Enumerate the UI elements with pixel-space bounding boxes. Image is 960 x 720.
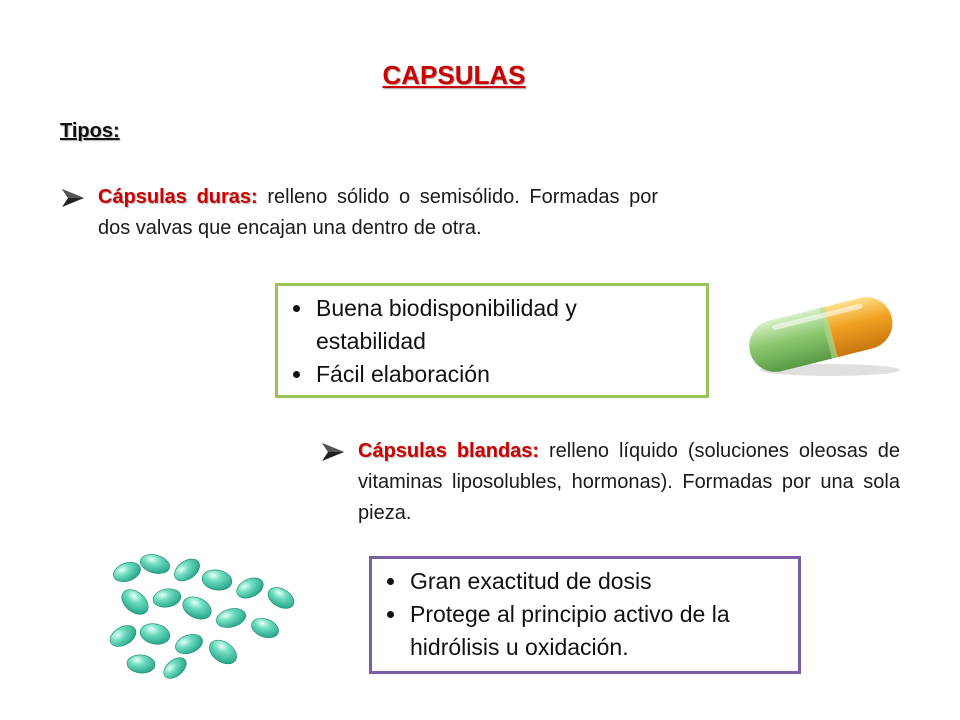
advantage-item: • Gran exactitud de dosis <box>408 565 784 598</box>
hard-capsules-advantages-box <box>275 283 709 398</box>
arrow-bullet-icon <box>322 443 344 461</box>
hard-capsules-term: Cápsulas duras: <box>98 186 258 208</box>
hard-capsules-bullet <box>62 182 658 244</box>
two-tone-capsule-icon <box>738 290 908 380</box>
advantage-item: • Protege al principio activo de la hidrólisis u oxidación. <box>408 598 784 664</box>
hard-capsules-description: relleno sólido o semisólido. Formadas por dos valvas que encajan una dentro de otra. <box>98 186 658 239</box>
soft-capsules-term: Cápsulas blandas: <box>358 440 540 462</box>
soft-capsules-description: relleno líquido (soluciones oleosas de vitaminas liposolubles, hormonas). Formadas por una sola pieza. <box>358 440 901 524</box>
soft-capsules-bullet <box>322 436 900 529</box>
softgel-capsules-icon <box>105 540 310 680</box>
advantage-item: • Fácil elaboración <box>314 358 692 391</box>
arrow-bullet-icon <box>62 189 84 207</box>
page-title: CAPSULAS <box>382 60 526 90</box>
advantage-item: • Buena biodisponibilidad y estabilidad <box>314 292 692 358</box>
types-heading: Tipos: <box>60 120 120 142</box>
soft-capsules-advantages-box <box>369 556 801 674</box>
